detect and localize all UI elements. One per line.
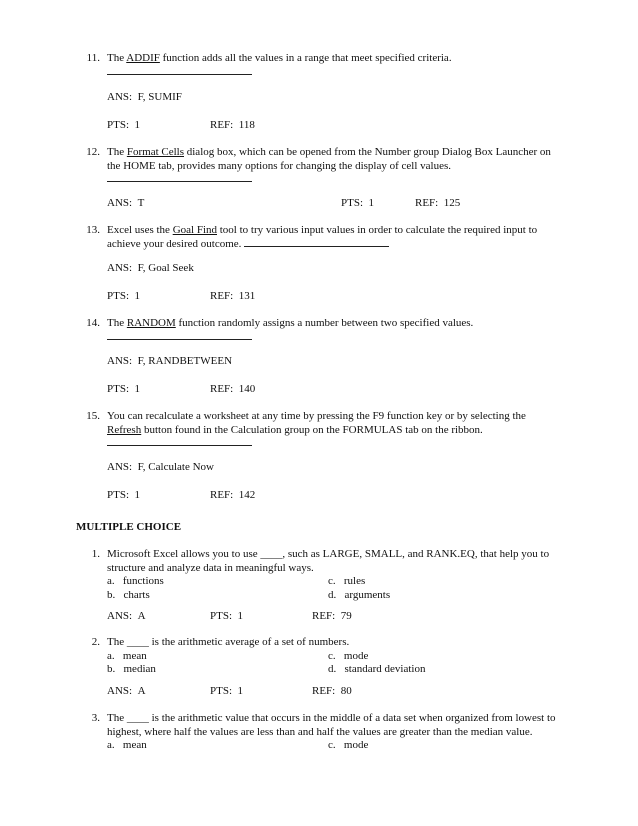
question-text: Excel uses the Goal Find tool to try various input values in order to calculate the required input to (107, 224, 538, 236)
points-label: PTS: 1 (107, 119, 141, 131)
answer-line: ANS: F, Goal Seek (107, 262, 194, 274)
option-d: d. arguments (328, 589, 391, 601)
option-b: b. median (107, 663, 156, 675)
option-c: c. rules (328, 575, 366, 587)
question-text-line2: structure and analyze data in meaningful ways. (107, 562, 314, 574)
question-text: The RANDOM function randomly assigns a number between two specified values. (107, 317, 474, 329)
answer-line: ANS: A (107, 685, 146, 697)
question-text: You can recalculate a worksheet at any time by pressing the F9 function key or by selecting the (107, 410, 526, 422)
points-label: PTS: 1 (341, 197, 375, 209)
question-text: The ____ is the arithmetic value that occurs in the middle of a data set when organized from lowest to (107, 712, 556, 724)
answer-line: ANS: T (107, 197, 145, 209)
option-d: d. standard deviation (328, 663, 426, 675)
question-text: Microsoft Excel allows you to use ____, such as LARGE, SMALL, and RANK.EQ, that help you to (107, 548, 550, 560)
points-label: PTS: 1 (107, 290, 141, 302)
reference-label: REF: 118 (210, 119, 255, 131)
answer-line: ANS: F, Calculate Now (107, 461, 214, 473)
underlined-term: Goal Find (172, 224, 217, 236)
answer-blank (107, 173, 252, 186)
option-c: c. mode (328, 739, 369, 751)
option-a: a. functions (107, 575, 164, 587)
option-a: a. mean (107, 739, 147, 751)
reference-label: REF: 131 (210, 290, 256, 302)
question-number: 13. (86, 224, 100, 236)
reference-label: REF: 142 (210, 489, 256, 501)
section-heading: MULTIPLE CHOICE (76, 521, 182, 533)
points-label: PTS: 1 (210, 685, 244, 697)
question-text: The Format Cells dialog box, which can be opened from the Number group Dialog Box Launcher on (107, 146, 551, 158)
answer-blank (107, 331, 252, 344)
answer-line: ANS: F, SUMIF (107, 91, 182, 103)
question-number: 11. (86, 52, 100, 64)
question-number: 12. (86, 146, 100, 158)
points-label: PTS: 1 (107, 489, 141, 501)
question-number: 14. (86, 317, 100, 329)
reference-label: REF: 140 (210, 383, 256, 395)
answer-line: ANS: A (107, 610, 146, 622)
reference-label: REF: 125 (415, 197, 461, 209)
underlined-term: RANDOM (126, 317, 176, 329)
option-b: b. charts (107, 589, 150, 601)
question-text-line2: the HOME tab, provides many options for changing the display of cell values. (107, 160, 451, 172)
question-number: 3. (91, 712, 100, 724)
reference-label: REF: 80 (312, 685, 352, 697)
question-text-line2: achieve your desired outcome. (107, 238, 389, 251)
answer-blank (244, 240, 389, 247)
question-text: The ____ is the arithmetic average of a set of numbers. (107, 636, 350, 648)
option-a: a. mean (107, 650, 147, 662)
option-c: c. mode (328, 650, 369, 662)
question-text-line2: Refresh button found in the Calculation group on the FORMULAS tab on the ribbon. (107, 424, 483, 436)
reference-label: REF: 79 (312, 610, 352, 622)
question-number: 2. (91, 636, 100, 648)
question-number: 15. (86, 410, 100, 422)
points-label: PTS: 1 (107, 383, 141, 395)
answer-blank (107, 437, 252, 450)
underlined-term: Format Cells (126, 146, 184, 158)
answer-line: ANS: F, RANDBETWEEN (107, 355, 233, 367)
question-text-line2: highest, where half the values are less than and half the values are greater than the median value. (107, 726, 533, 738)
question-number: 1. (91, 548, 100, 560)
underlined-term: Refresh (107, 424, 142, 436)
underlined-term: ADDIF (126, 52, 160, 64)
points-label: PTS: 1 (210, 610, 244, 622)
answer-blank (107, 66, 252, 79)
question-text: The ADDIF function adds all the values in a range that meet specified criteria. (107, 52, 452, 64)
